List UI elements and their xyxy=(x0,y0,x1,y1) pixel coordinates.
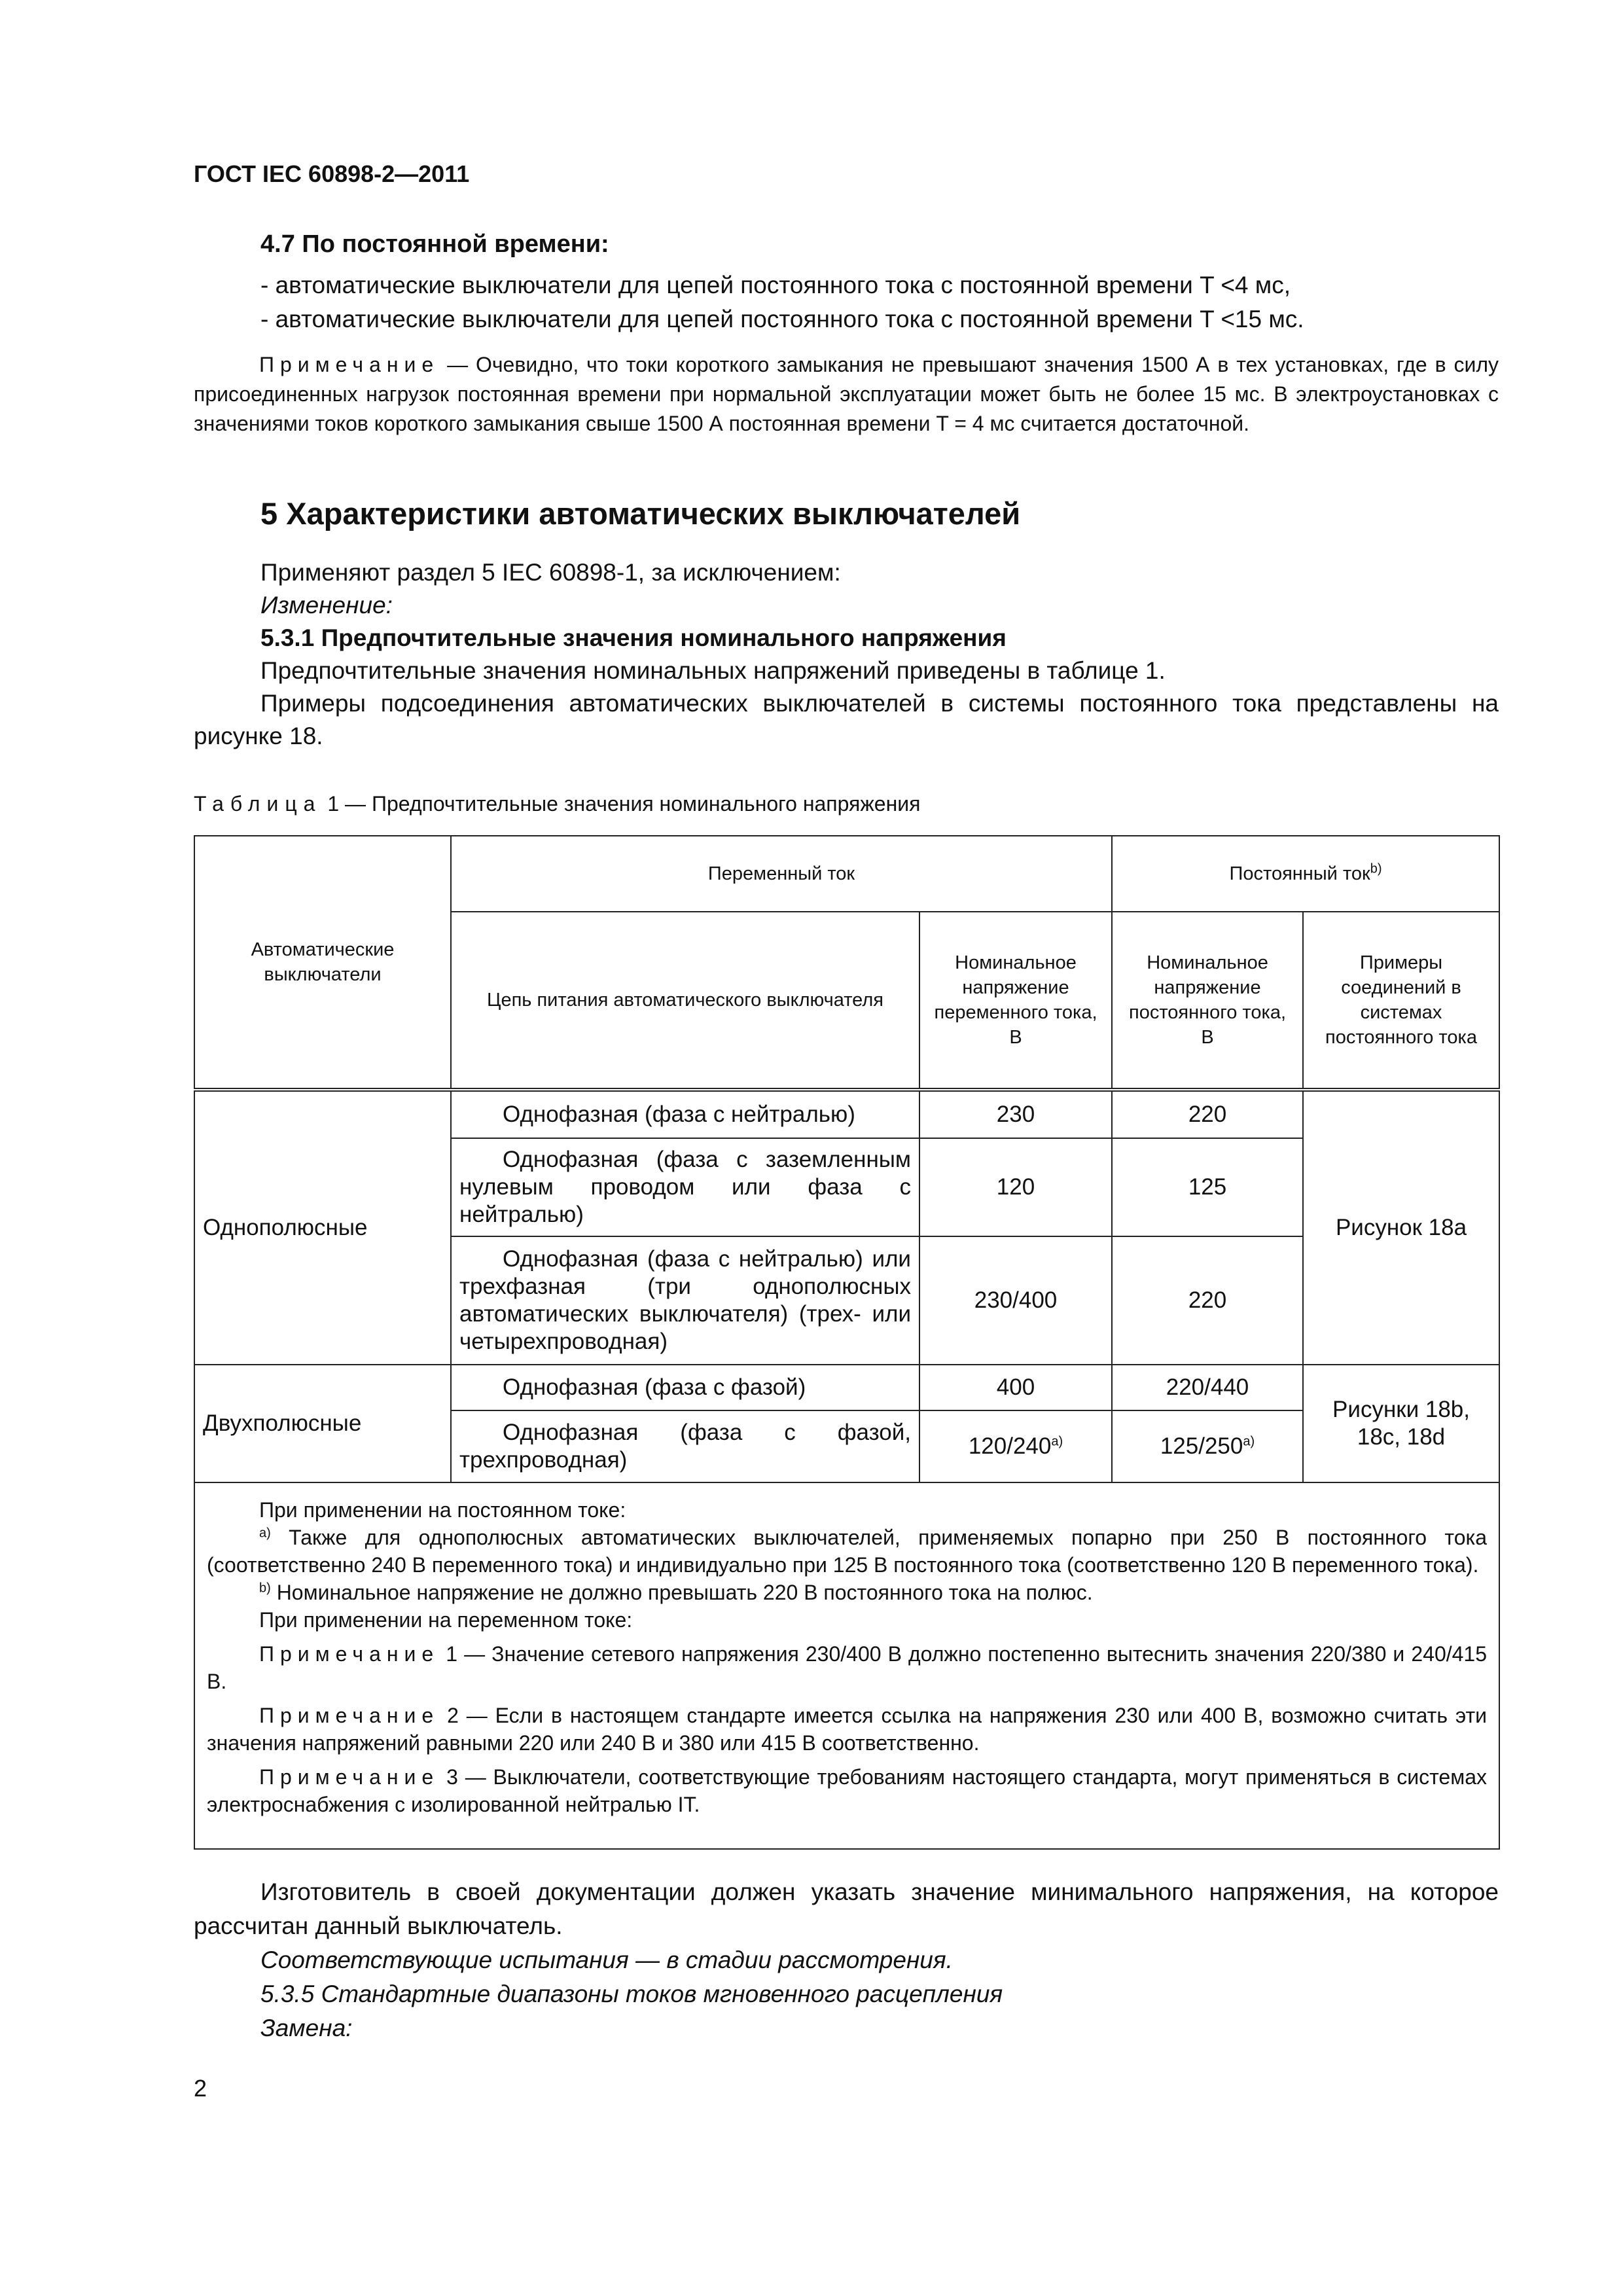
paragraph-italic: Соответствующие испытания — в стадии рассмотрения. xyxy=(260,1946,953,1973)
note-label: Примечание xyxy=(259,1704,440,1727)
cell-dc: 125 xyxy=(1112,1138,1303,1236)
list-item: - автоматические выключатели для цепей постоянного тока с постоянной времени T <4 мс, xyxy=(260,272,1291,298)
cell-ac-value: 120/240 xyxy=(968,1433,1052,1459)
section-4-7-note xyxy=(194,350,1499,439)
footnote-a-mark: a) xyxy=(259,1526,271,1541)
paragraph-italic: Замена: xyxy=(260,2015,353,2041)
cell-ac: 400 xyxy=(919,1365,1112,1410)
footnote-ref: a) xyxy=(1243,1434,1255,1449)
note-text: 2 — Если в настоящем стандарте имеется ссылка на напряжения 230 или 400 В, возможно считать эти значения напряжений равными 220 или 240 В и 380 или 415 В соответственно. xyxy=(207,1704,1488,1755)
footnote-a xyxy=(207,1524,1487,1579)
footnote-intro-dc: При применении на постоянном токе: xyxy=(259,1498,626,1522)
cell-circuit: Однофазная (фаза с заземленным нулевым проводом или фаза с нейтралью) xyxy=(451,1138,919,1236)
footnote-a-text: Также для однополюсных автоматических выключателей, применяемых попарно при 250 В постоянного тока (соответственно 240 В переменного тока) и индивидуально при 125 В постоянного тока (соответственно 120 В переменного тока). xyxy=(207,1526,1488,1577)
note-text: 1 — Значение сетевого напряжения 230/400 В должно постепенно вытеснить значения 220/380 и 240/415 В. xyxy=(207,1642,1488,1693)
paragraph: Изготовитель в своей документации должен указать значение минимального напряжения, на которое рассчитан данный выключатель. xyxy=(194,1878,1499,1939)
group-double-pole: Двухполюсные xyxy=(194,1365,451,1482)
table-caption xyxy=(194,792,920,816)
cell-circuit: Однофазная (фаза с фазой) xyxy=(451,1365,919,1410)
header-circuit: Цепь питания автоматического выключателя xyxy=(451,912,919,1090)
table-note-2 xyxy=(207,1702,1487,1757)
after-table-text xyxy=(194,1875,1499,2045)
header-ac-voltage: Номинальное напряжение переменного тока, В xyxy=(919,912,1112,1090)
cell-ac: 120 xyxy=(919,1138,1112,1236)
cell-figure-ref: Рисунок 18а xyxy=(1303,1090,1499,1365)
header-dc-label: Постоянный ток xyxy=(1229,863,1370,884)
cell-ac xyxy=(919,1410,1112,1482)
note-text: 3 — Выключатели, соответствующие требованиям настоящего стандарта, могут применяться в системах электроснабжения с изолированной нейтралью IT. xyxy=(207,1765,1488,1816)
table-footnotes xyxy=(194,1482,1499,1849)
header-breakers: Автоматические выключатели xyxy=(194,836,451,1090)
table-caption-text: 1 — Предпочтительные значения номинального напряжения xyxy=(327,792,921,816)
header-ac: Переменный ток xyxy=(451,836,1112,912)
footnote-b-mark: b) xyxy=(259,1581,271,1596)
cell-dc xyxy=(1112,1410,1303,1482)
note-label: Примечание xyxy=(259,353,440,376)
page-number: 2 xyxy=(194,2075,207,2102)
note-label: Примечание xyxy=(259,1765,440,1789)
cell-figure-ref: Рисунки 18b, 18c, 18d xyxy=(1303,1365,1499,1482)
note-text: — Очевидно, что токи короткого замыкания не превышают значения 1500 А в тех установках, где в силу присоединенных нагрузок постоянная времени при нормальной эксплуатации может быть не более 15 мс. В электроустановках с значениями токов короткого замыкания свыше 1500 А постоянная времени T = 4 мс считается достаточной. xyxy=(194,353,1499,435)
cell-ac: 230/400 xyxy=(919,1236,1112,1365)
footnote-b xyxy=(207,1579,1487,1606)
cell-dc: 220 xyxy=(1112,1090,1303,1138)
cell-ac: 230 xyxy=(919,1090,1112,1138)
footnote-b-text: Номинальное напряжение не должно превышать 220 В постоянного тока на полюс. xyxy=(276,1581,1093,1604)
cell-dc-value: 125/250 xyxy=(1160,1433,1243,1459)
paragraph: Применяют раздел 5 IEC 60898-1, за исключением: xyxy=(260,559,841,586)
footnote-ref: a) xyxy=(1051,1434,1063,1449)
list-item: - автоматические выключатели для цепей постоянного тока с постоянной времени T <15 мс. xyxy=(260,306,1304,332)
table-note-3 xyxy=(207,1763,1487,1818)
header-dc-voltage: Номинальное напряжение постоянного тока, В xyxy=(1112,912,1303,1090)
cell-circuit: Однофазная (фаза с нейтралью) xyxy=(451,1090,919,1138)
section-4-7-list xyxy=(260,268,1504,336)
footnote-ref: b) xyxy=(1370,861,1382,876)
note-label: Примечание xyxy=(259,1642,440,1666)
section-4-7-title: 4.7 По постоянной времени: xyxy=(260,230,609,258)
subsection-5-3-1-title: 5.3.1 Предпочтительные значения номинального напряжения xyxy=(260,624,1007,651)
table-caption-label: Таблица xyxy=(194,792,322,816)
cell-dc: 220 xyxy=(1112,1236,1303,1365)
voltage-table xyxy=(194,835,1500,1850)
footnote-intro-ac: При применении на переменном токе: xyxy=(259,1608,633,1632)
document-header: ГОСТ IEC 60898-2—2011 xyxy=(194,160,470,187)
paragraph: Примеры подсоединения автоматических выключателей в системы постоянного тока представлены на рисунке 18. xyxy=(194,690,1499,749)
section-5-body xyxy=(194,556,1499,753)
cell-dc: 220/440 xyxy=(1112,1365,1303,1410)
section-5-title: 5 Характеристики автоматических выключателей xyxy=(260,496,1021,531)
paragraph: Предпочтительные значения номинальных напряжений приведены в таблице 1. xyxy=(260,657,1166,684)
cell-circuit: Однофазная (фаза с нейтралью) или трехфазная (три однополюсных автоматических выключателя) (трех- или четырехпроводная) xyxy=(451,1236,919,1365)
table-note-1 xyxy=(207,1640,1487,1695)
subsection-5-3-5-title: 5.3.5 Стандартные диапазоны токов мгновенного расцепления xyxy=(260,1981,1003,2007)
cell-circuit: Однофазная (фаза с фазой, трехпроводная) xyxy=(451,1410,919,1482)
header-examples: Примеры соединений в системах постоянного тока xyxy=(1303,912,1499,1090)
group-single-pole: Однополюсные xyxy=(194,1090,451,1365)
header-dc xyxy=(1112,836,1499,912)
paragraph-italic: Изменение: xyxy=(260,592,393,619)
